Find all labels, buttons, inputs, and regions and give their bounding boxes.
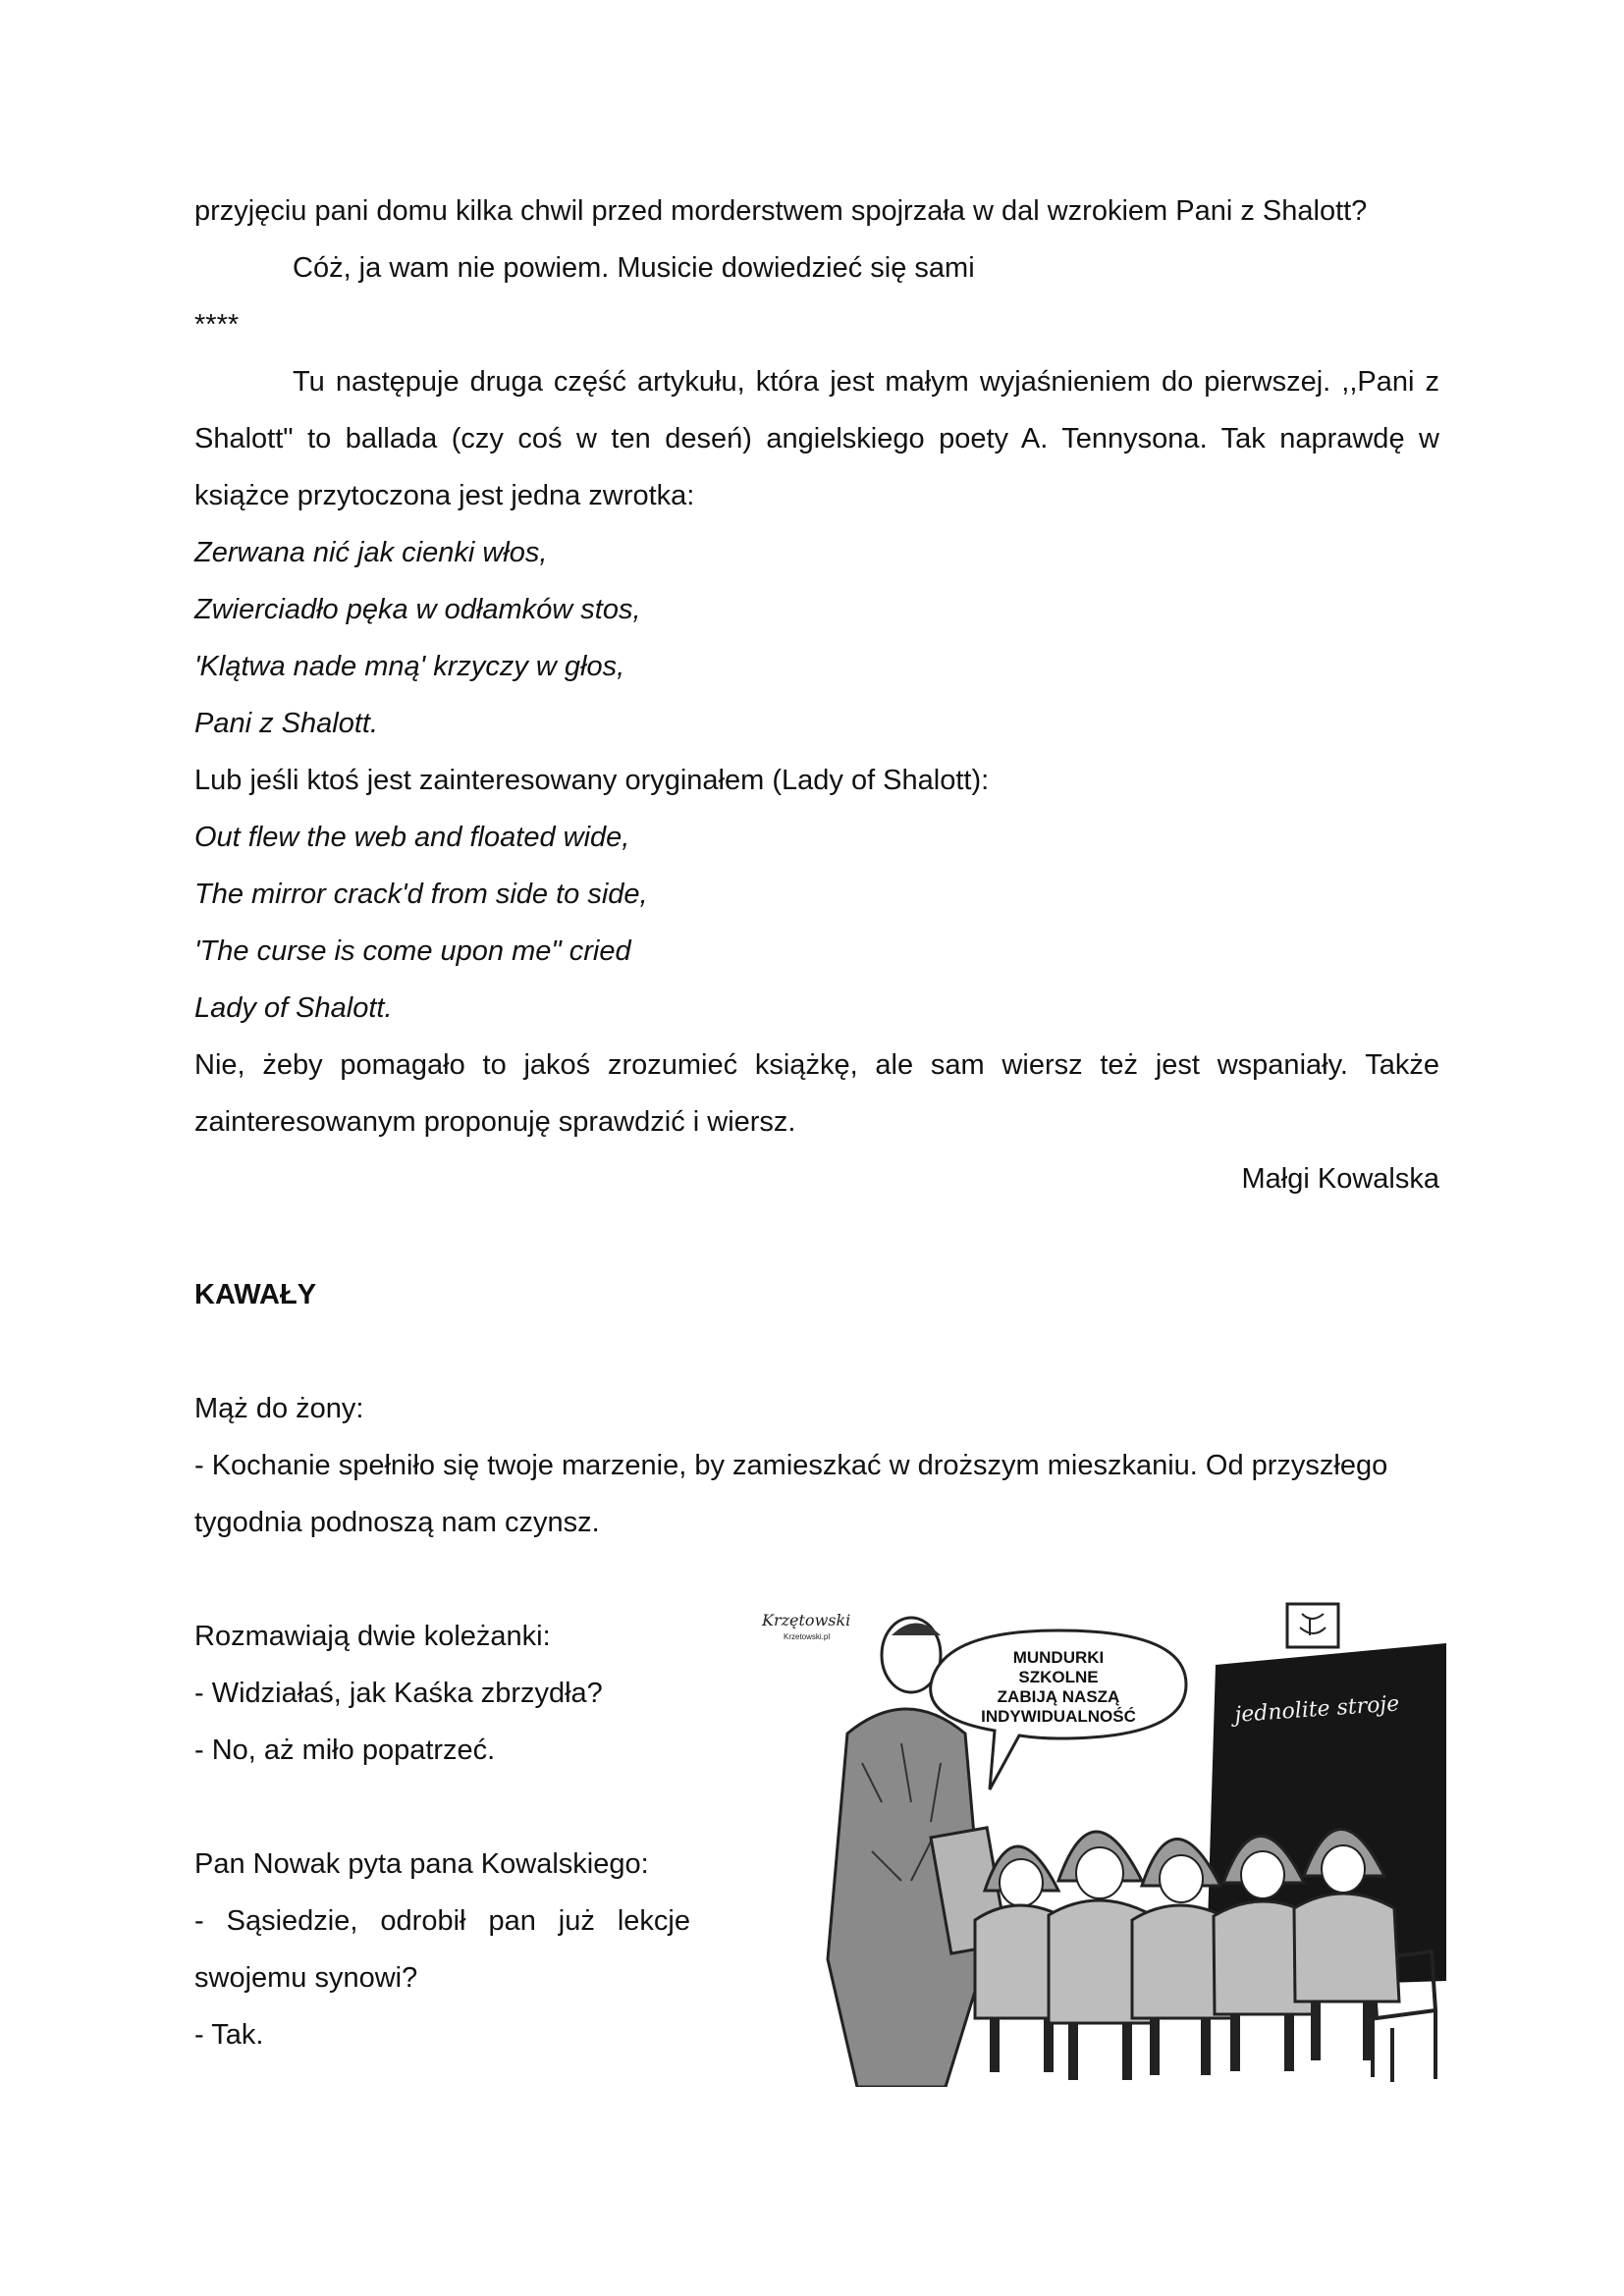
article-author: Małgi Kowalska	[1241, 1163, 1439, 1195]
students-group	[975, 1830, 1399, 2081]
stanza-line: Zwierciadło pęka w odłamków stos,	[194, 594, 641, 625]
stanza-line: The mirror crack'd from side to side,	[194, 879, 648, 910]
article-explanation: Tu następuje druga część artykułu, która jest małym wyjaśnieniem do pierwszej. ,,Pani z Shalott" to ballada (czy coś w ten deseń) angielskiego poety A. Tennysona. Tak naprawdę w książce przytoczona jest jedna zwrotka:	[194, 366, 1439, 511]
bubble-line: INDYWIDUALNOŚĆ	[981, 1707, 1136, 1726]
joke-intro: Pan Nowak pyta pana Kowalskiego:	[194, 1848, 649, 1880]
bubble-line: MUNDURKI	[1012, 1648, 1105, 1667]
document-page	[194, 183, 1439, 2063]
article-closing: Nie, żeby pomagało to jakoś zrozumieć książkę, ale sam wiersz też jest wspaniały. Także zainteresowanym proponuję sprawdzić i wiersz.	[194, 1049, 1439, 1138]
article-continuation: przyjęciu pani domu kilka chwil przed morderstwem spojrzała w dal wzrokiem Pani z Shalott?	[194, 195, 1368, 227]
stanza-line: Out flew the web and floated wide,	[194, 822, 630, 853]
cartoon-illustration	[744, 1596, 1446, 2087]
bubble-line: SZKOLNE	[1018, 1668, 1099, 1686]
cartoon-signature: Krzętowski	[762, 1611, 851, 1629]
section-separator: ****	[194, 309, 240, 341]
original-intro: Lub jeśli ktoś jest zainteresowany oryginałem (Lady of Shalott):	[194, 765, 990, 796]
jokes-with-cartoon	[194, 1551, 1439, 2063]
cartoon-site: Krzetowski.pl	[784, 1632, 831, 1641]
stanza-line: Pani z Shalott.	[194, 708, 378, 739]
framed-emblem	[1287, 1604, 1338, 1647]
joke-line: - Sąsiedzie, odrobił pan już lekcje swojemu synowi?	[194, 1905, 690, 1994]
board-text: jednolite stroje	[1233, 1691, 1401, 1728]
article-teaser: Cóż, ja wam nie powiem. Musicie dowiedzieć się sami	[293, 252, 975, 284]
joke-line: - No, aż miło popatrzeć.	[194, 1735, 496, 1766]
joke-line: - Kochanie spełniło się twoje marzenie, by zamieszkać w droższym mieszkaniu. Od przyszłego tygodnia podnoszą nam czynsz.	[194, 1450, 1388, 1538]
bubble-line: ZABIJĄ NASZĄ	[997, 1687, 1120, 1706]
stanza-line: 'The curse is come upon me" cried	[194, 935, 631, 967]
jokes-left-column	[194, 1551, 690, 2063]
joke-line: - Widziałaś, jak Kaśka zbrzydła?	[194, 1678, 603, 1709]
joke-intro: Rozmawiają dwie koleżanki:	[194, 1621, 551, 1652]
stanza-line: 'Klątwa nade mną' krzyczy w głos,	[194, 651, 625, 682]
polish-stanza	[194, 524, 1439, 752]
school-uniform-cartoon	[744, 1596, 1446, 2087]
joke-line: - Tak.	[194, 2019, 264, 2051]
stanza-line: Lady of Shalott.	[194, 992, 393, 1024]
stanza-line: Zerwana nić jak cienki włos,	[194, 537, 548, 568]
jokes-heading: KAWAŁY	[194, 1279, 317, 1310]
english-stanza	[194, 809, 1439, 1037]
joke-intro: Mąż do żony:	[194, 1393, 364, 1424]
